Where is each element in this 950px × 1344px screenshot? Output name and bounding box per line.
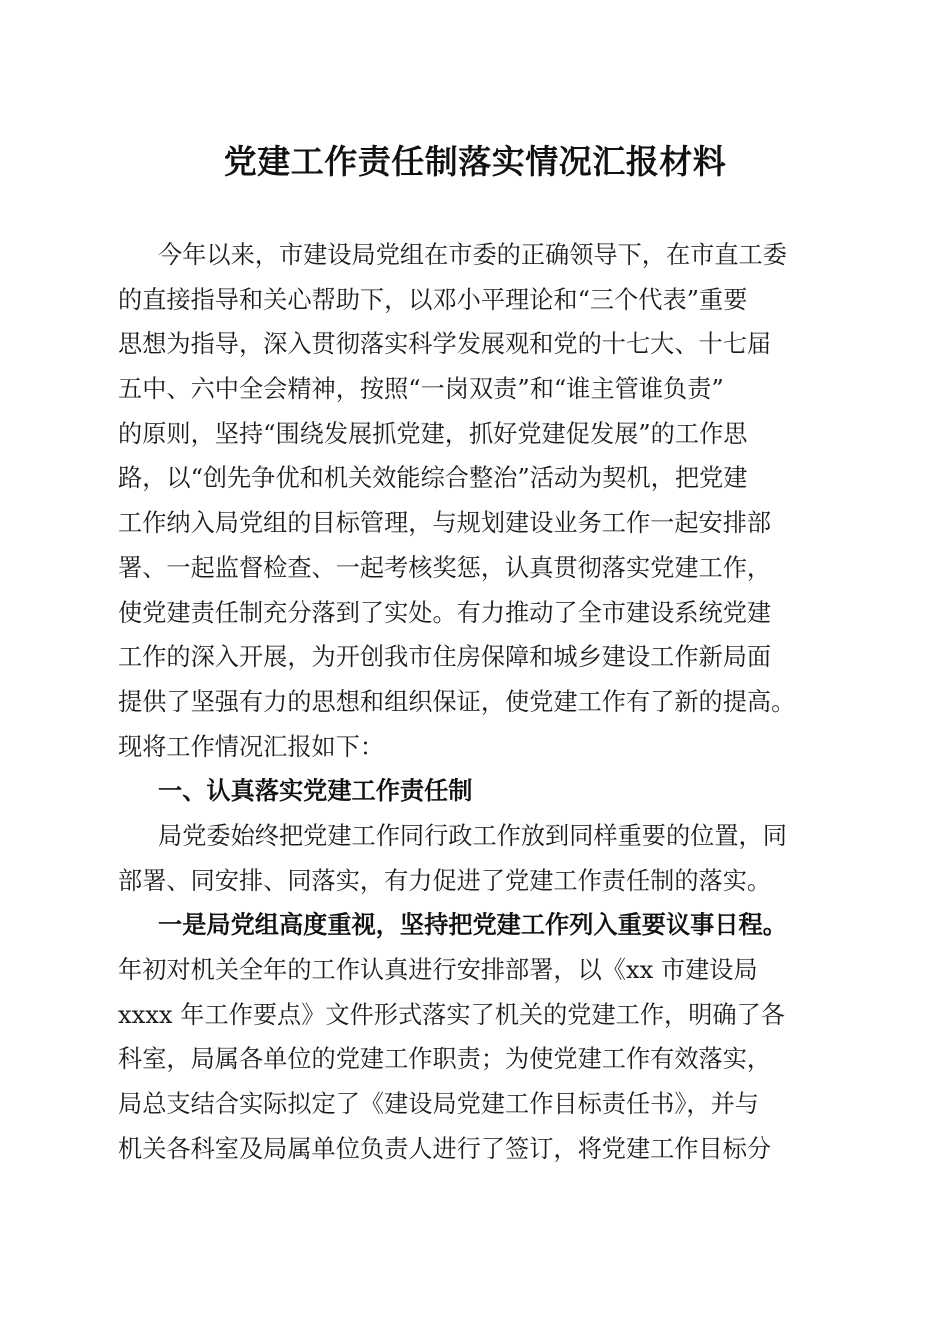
document-title: 党建工作责任制落实情况汇报材料 xyxy=(223,142,727,181)
intro-line: 现将工作情况汇报如下： xyxy=(118,732,385,761)
intro-line: 五中、六中全会精神，按照“一岗双责”和“谁主管谁负责” xyxy=(118,375,724,404)
point-line: xxxx 年工作要点》文件形式落实了机关的党建工作，明确了各 xyxy=(118,1000,785,1029)
intro-line: 的直接指导和关心帮助下，以邓小平理论和“三个代表”重要 xyxy=(118,285,748,314)
intro-line: 路，以“创先争优和机关效能综合整治”活动为契机，把党建 xyxy=(118,464,748,493)
document-body xyxy=(118,233,838,1171)
point-heading: 一是局党组高度重视，坚持把党建工作列入重要议事日程。 xyxy=(158,910,787,940)
section-heading: 一、认真落实党建工作责任制 xyxy=(158,777,473,806)
intro-line: 今年以来，市建设局党组在市委的正确领导下，在市直工委 xyxy=(158,241,787,269)
intro-line: 思想为指导，深入贯彻落实科学发展观和党的十七大、十七届 xyxy=(118,330,772,359)
intro-line: 工作的深入开展，为开创我市住房保障和城乡建设工作新局面 xyxy=(118,643,772,672)
section-paragraph xyxy=(118,814,838,903)
section-line: 部署、同安排、同落实，有力促进了党建工作责任制的落实。 xyxy=(118,866,772,895)
point-line: 年初对机关全年的工作认真进行安排部署，以《xx 市建设局 xyxy=(118,956,758,984)
intro-line: 使党建责任制充分落到了实处。有力推动了全市建设系统党建 xyxy=(118,598,772,627)
point-line: 科室，局属各单位的党建工作职责；为使党建工作有效落实， xyxy=(118,1045,772,1074)
point-line: 局总支结合实际拟定了《建设局党建工作目标责任书》，并与 xyxy=(118,1090,759,1119)
intro-line: 提供了坚强有力的思想和组织保证，使党建工作有了新的提高。 xyxy=(118,687,796,716)
intro-line: 署、一起监督检查、一起考核奖惩，认真贯彻落实党建工作， xyxy=(118,553,772,582)
intro-line: 工作纳入局党组的目标管理，与规划建设业务工作一起安排部 xyxy=(118,509,772,538)
section-line: 局党委始终把党建工作同行政工作放到同样重要的位置，同 xyxy=(158,821,787,850)
point-line: 机关各科室及局属单位负责人进行了签订，将党建工作目标分 xyxy=(118,1134,772,1163)
intro-paragraph xyxy=(118,233,838,769)
intro-line: 的原则，坚持“围绕发展抓党建，抓好党建促发展”的工作思 xyxy=(118,419,748,448)
point-paragraph xyxy=(118,903,838,1171)
